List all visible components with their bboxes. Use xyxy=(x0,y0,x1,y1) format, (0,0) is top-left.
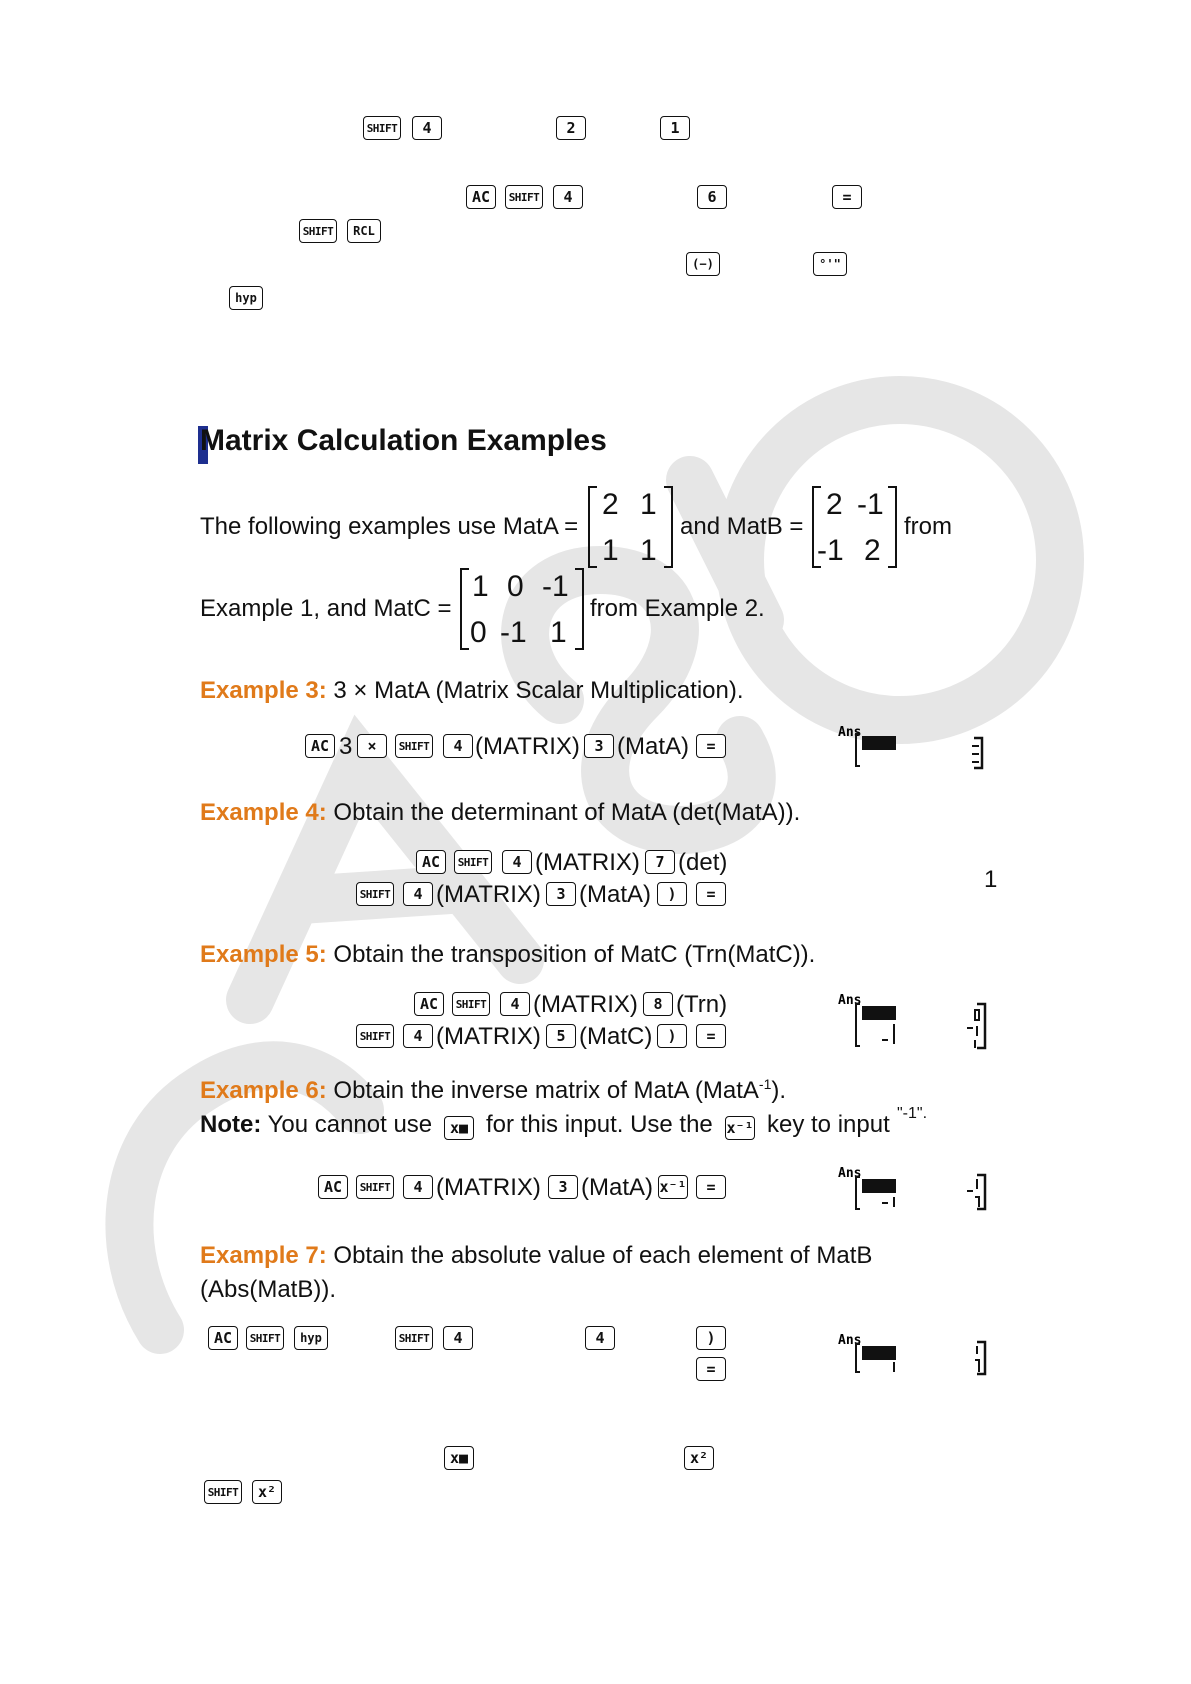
intro-text-4: Example 1, and MatC = xyxy=(200,595,452,622)
shift-key: SHIFT xyxy=(395,1326,433,1350)
example-4-heading xyxy=(200,799,800,827)
mata-label: (MatA) xyxy=(617,733,689,760)
matrix-c xyxy=(460,568,584,650)
screen-digits xyxy=(975,1346,979,1372)
shift-key: SHIFT xyxy=(505,185,543,209)
screen-digits xyxy=(967,1179,979,1207)
shift-key: SHIFT xyxy=(454,850,492,874)
shift-key: SHIFT xyxy=(395,734,433,758)
matrix-label: (MATRIX) xyxy=(436,1023,541,1050)
ans-label: Ans xyxy=(838,1333,862,1348)
example-6-heading xyxy=(200,1076,786,1105)
four-key: 4 xyxy=(412,116,442,140)
x-power-key: x■ xyxy=(444,1116,474,1140)
ac-key: AC xyxy=(208,1326,238,1350)
ac-key: AC xyxy=(414,992,444,1016)
screen-bracket xyxy=(856,1344,860,1372)
matrix-a xyxy=(588,486,673,568)
matrix-label: (MATRIX) xyxy=(475,733,580,760)
four-key: 4 xyxy=(403,1024,433,1048)
equals-key: = xyxy=(832,185,862,209)
shift-key: SHIFT xyxy=(246,1326,284,1350)
calc-screen xyxy=(838,990,918,1050)
calc-screen-right xyxy=(965,1173,1001,1211)
matrix-label: (MATRIX) xyxy=(535,849,640,876)
screen-bar xyxy=(862,1179,896,1193)
close-paren-key: ) xyxy=(696,1326,726,1350)
screen-bar xyxy=(862,1006,896,1020)
six-key: 6 xyxy=(697,185,727,209)
intro-text-2: and MatB = xyxy=(680,513,804,540)
example-label: Example 4: xyxy=(200,799,327,826)
seven-key: 7 xyxy=(645,850,675,874)
mata-cell: 1 xyxy=(602,534,619,567)
matc-cell: 0 xyxy=(470,616,487,649)
shift-key: SHIFT xyxy=(204,1480,242,1504)
hyp-key: hyp xyxy=(229,286,263,310)
note-quote: "-1". xyxy=(897,1105,928,1122)
example-label: Example 5: xyxy=(200,941,327,968)
calc-screen-right xyxy=(965,1002,1001,1050)
equals-key: = xyxy=(696,734,726,758)
four-key: 4 xyxy=(500,992,530,1016)
screen-bracket xyxy=(856,1004,860,1046)
matb-cell: 2 xyxy=(864,534,881,567)
screen-bracket xyxy=(856,1177,860,1209)
example-label: Example 6: xyxy=(200,1077,327,1104)
five-key: 5 xyxy=(546,1024,576,1048)
trn-label: (Trn) xyxy=(676,991,728,1018)
matrix-b xyxy=(812,486,897,568)
example-7-heading xyxy=(200,1242,872,1270)
shift-key: SHIFT xyxy=(356,1024,394,1048)
matc-cell: 0 xyxy=(507,570,524,603)
calc-screen xyxy=(838,722,918,770)
calc-screen-right xyxy=(965,1340,1001,1376)
four-key: 4 xyxy=(403,882,433,906)
example-3-heading xyxy=(200,677,744,705)
note-text-3: key to input xyxy=(767,1111,890,1138)
four-key: 4 xyxy=(443,734,473,758)
ac-key: AC xyxy=(305,734,335,758)
intro-text-1: The following examples use MatA = xyxy=(200,513,579,540)
mata-cell: 2 xyxy=(602,488,619,521)
three-key: 3 xyxy=(546,882,576,906)
example-7-text-2: (Abs(MatB)). xyxy=(200,1276,337,1303)
example-text-end: ). xyxy=(771,1077,787,1104)
close-paren-key: ) xyxy=(657,1024,687,1048)
mata-label: (MatA) xyxy=(579,881,651,908)
example-text: Obtain the determinant of MatA (det(MatA)). xyxy=(333,799,801,826)
x-squared-key: x² xyxy=(684,1446,714,1470)
three-key: 3 xyxy=(548,1175,578,1199)
four-key: 4 xyxy=(403,1175,433,1199)
note-text-1: You cannot use xyxy=(267,1111,433,1138)
intro-text-3: from xyxy=(904,513,952,540)
calc-screen xyxy=(838,1163,918,1213)
two-key: 2 xyxy=(556,116,586,140)
matc-label: (MatC) xyxy=(579,1023,653,1050)
matc-cell: 1 xyxy=(550,616,567,649)
matrix-label: (MATRIX) xyxy=(436,881,541,908)
close-paren-key: ) xyxy=(657,882,687,906)
shift-key: SHIFT xyxy=(452,992,490,1016)
screen-digits xyxy=(967,1010,979,1048)
matb-cell: -1 xyxy=(817,534,844,567)
four-key: 4 xyxy=(585,1326,615,1350)
example-text: Obtain the inverse matrix of MatA (MatA xyxy=(333,1077,759,1104)
example-label: Example 7: xyxy=(200,1242,327,1269)
note-label: Note: xyxy=(200,1111,262,1138)
ans-label: Ans xyxy=(838,993,862,1008)
multiply-key: × xyxy=(357,734,387,758)
matb-cell: 2 xyxy=(826,488,843,521)
screen-bar xyxy=(862,1346,896,1360)
ac-key: AC xyxy=(416,850,446,874)
rcl-key: RCL xyxy=(347,219,381,243)
negative-key: (−) xyxy=(686,252,720,276)
shift-key: SHIFT xyxy=(356,882,394,906)
four-key: 4 xyxy=(502,850,532,874)
degree-key: °'" xyxy=(813,252,847,276)
equals-key: = xyxy=(696,1357,726,1381)
ans-label: Ans xyxy=(838,1166,862,1181)
note-text-2: for this input. Use the xyxy=(486,1111,713,1138)
x-inverse-key: x⁻¹ xyxy=(725,1116,755,1140)
shift-key: SHIFT xyxy=(363,116,401,140)
four-key: 4 xyxy=(553,185,583,209)
determinant-result: 1 xyxy=(984,866,998,893)
equals-key: = xyxy=(696,1175,726,1199)
four-key: 4 xyxy=(443,1326,473,1350)
x-squared-key: x² xyxy=(252,1480,282,1504)
hyp-key: hyp xyxy=(294,1326,328,1350)
ans-label: Ans xyxy=(838,725,862,740)
x-power-key: x■ xyxy=(444,1446,474,1470)
matrix-label: (MATRIX) xyxy=(436,1174,541,1201)
superscript: -1 xyxy=(758,1076,772,1092)
shift-key: SHIFT xyxy=(356,1175,394,1199)
ac-key: AC xyxy=(318,1175,348,1199)
mata-label: (MatA) xyxy=(581,1174,653,1201)
equals-key: = xyxy=(696,1024,726,1048)
calc-screen xyxy=(838,1330,918,1376)
x-inverse-key: x⁻¹ xyxy=(658,1175,688,1199)
matrix-label: (MATRIX) xyxy=(533,991,638,1018)
intro-text-5: from Example 2. xyxy=(590,595,765,622)
screen-digits xyxy=(882,1197,894,1207)
matc-cell: -1 xyxy=(500,616,527,649)
matc-cell: -1 xyxy=(542,570,569,603)
section-title: Matrix Calculation Examples xyxy=(200,424,607,457)
mata-cell: 1 xyxy=(640,534,657,567)
ac-key: AC xyxy=(466,185,496,209)
matc-cell: 1 xyxy=(472,570,489,603)
note-line xyxy=(200,1111,432,1139)
equals-key: = xyxy=(696,882,726,906)
screen-bar xyxy=(862,736,896,750)
example-label: Example 3: xyxy=(200,677,327,704)
example-text: Obtain the transposition of MatC (Trn(MatC)). xyxy=(333,941,816,968)
det-label: (det) xyxy=(678,849,728,876)
shift-key: SHIFT xyxy=(299,219,337,243)
calc-screen-right xyxy=(970,736,1000,770)
three-key: 3 xyxy=(584,734,614,758)
one-key: 1 xyxy=(660,116,690,140)
example-5-heading xyxy=(200,941,815,969)
mata-cell: 1 xyxy=(640,488,657,521)
example-text: 3 × MatA (Matrix Scalar Multiplication). xyxy=(333,677,744,704)
digit-three: 3 xyxy=(339,733,353,760)
example-text: Obtain the absolute value of each element of MatB xyxy=(333,1242,873,1269)
matb-cell: -1 xyxy=(857,488,884,521)
screen-digits xyxy=(882,1024,894,1044)
eight-key: 8 xyxy=(643,992,673,1016)
screen-digits xyxy=(972,746,979,762)
